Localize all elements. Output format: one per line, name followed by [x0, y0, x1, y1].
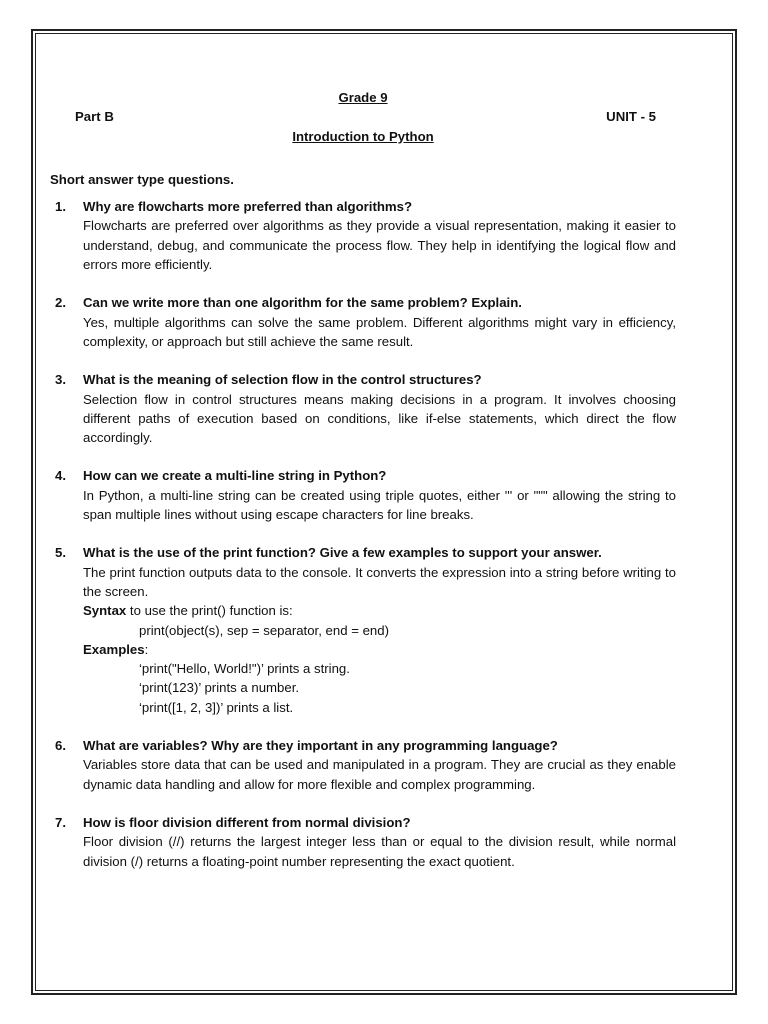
question-item — [50, 543, 676, 717]
question-number: 5. — [55, 545, 66, 561]
answer-text: Variables store data that can be used and manipulated in a program. They are crucial as they enable dynamic data handling and allow for more flexible and complex programming. — [83, 757, 676, 792]
example-item: ‘print("Hello, World!")’ prints a string. — [139, 661, 350, 677]
question-number: 6. — [55, 738, 66, 754]
question-item — [50, 736, 676, 794]
answer-text: In Python, a multi-line string can be created using triple quotes, either ''' or """ allowing the string to span multiple lines without using escape characters for line breaks. — [83, 487, 676, 523]
example-item: ‘print(123)’ prints a number. — [139, 680, 300, 696]
syntax-code: print(object(s), sep = separator, end = end) — [139, 622, 389, 638]
examples-line — [83, 640, 676, 659]
question-text: Can we write more than one algorithm for the same problem? Explain. — [83, 295, 522, 311]
question-item — [50, 813, 676, 871]
answer-text: Yes, multiple algorithms can solve the same problem. Different algorithms might vary in efficiency, complexity, or approach but still achieve the same result. — [83, 314, 676, 349]
page-title: Introduction to Python — [292, 128, 434, 144]
question-item — [50, 466, 676, 524]
question-number: 4. — [55, 468, 66, 484]
question-number: 7. — [55, 814, 66, 830]
question-number: 1. — [55, 199, 66, 215]
syntax-label: Syntax — [83, 603, 127, 619]
example-item: ‘print([1, 2, 3])’ prints a list. — [139, 699, 294, 715]
question-text: Why are flowcharts more preferred than algorithms? — [83, 199, 413, 215]
grade-heading: Grade 9 — [338, 90, 388, 105]
syntax-text: to use the print() function is: — [126, 603, 293, 619]
question-item — [50, 370, 676, 447]
examples-colon: : — [144, 641, 149, 657]
syntax-line — [83, 601, 676, 620]
answer-text: Selection flow in control structures means making decisions in a program. It involves choosing different paths of execution based on conditions, like if-else statements, which direct the flow accordingly. — [83, 391, 676, 446]
question-text: How is floor division different from normal division? — [83, 814, 411, 830]
answer-text: Flowcharts are preferred over algorithms as they provide a visual representation, making it easier to understand, debug, and communicate the process flow. They help in identifying the logical flow and errors more efficiently. — [83, 218, 676, 273]
question-item — [50, 197, 676, 274]
question-item — [50, 293, 676, 351]
answer-text: The print function outputs data to the console. It converts the expression into a string before writing to the screen. — [83, 564, 676, 599]
question-text: What is the use of the print function? Give a few examples to support your answer. — [83, 545, 602, 561]
header-row — [50, 107, 676, 126]
examples-label: Examples — [83, 641, 145, 657]
unit-label: UNIT - 5 — [606, 109, 656, 125]
question-text: How can we create a multi-line string in Python? — [83, 468, 387, 484]
part-label: Part B — [75, 109, 114, 125]
question-number: 3. — [55, 372, 66, 388]
answer-text: Floor division (//) returns the largest integer less than or equal to the division result, while normal division (/) returns a floating-point number representing the exact quotient. — [83, 834, 676, 869]
question-number: 2. — [55, 295, 66, 311]
section-title: Short answer type questions. — [50, 171, 234, 187]
question-text: What is the meaning of selection flow in the control structures? — [83, 372, 482, 388]
question-text: What are variables? Why are they important in any programming language? — [83, 738, 558, 754]
document-content — [50, 88, 676, 890]
